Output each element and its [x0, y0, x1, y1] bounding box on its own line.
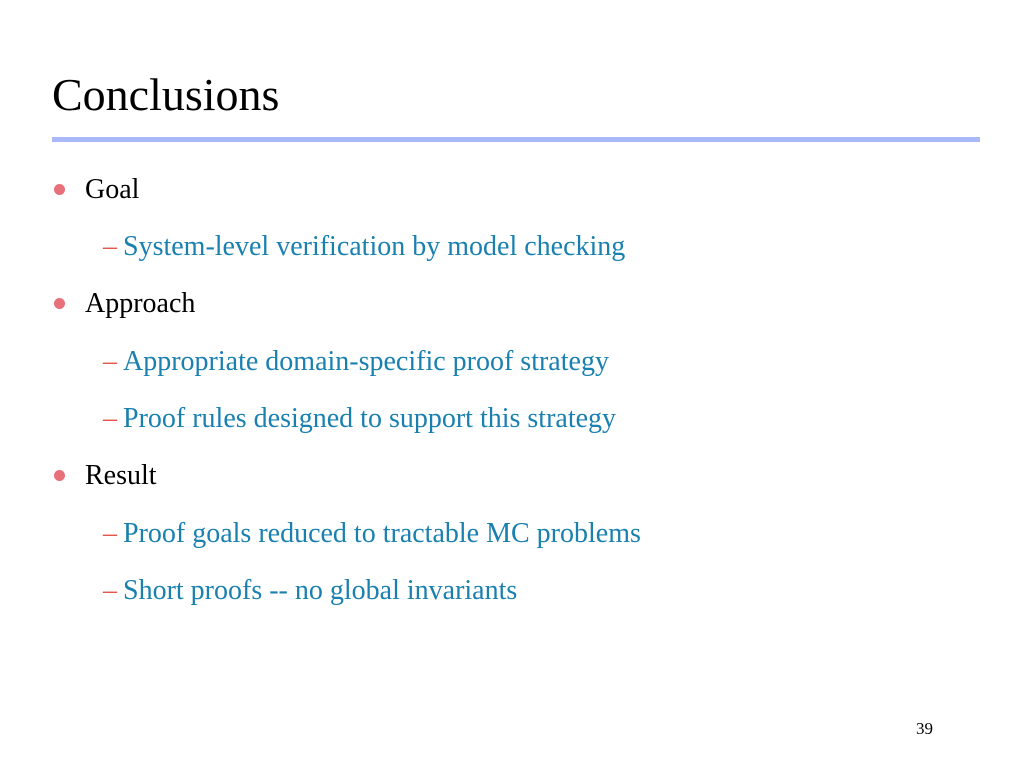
- dash-icon: –: [103, 575, 117, 606]
- bullet-dot-icon: [54, 184, 65, 195]
- dash-icon: –: [103, 403, 117, 434]
- sub-bullet-item: [103, 577, 517, 605]
- bullet-label: Result: [85, 460, 157, 491]
- bullet-label: Approach: [85, 288, 196, 319]
- dash-icon: –: [103, 346, 117, 377]
- slide-title: Conclusions: [52, 69, 280, 120]
- sub-bullet-item: [103, 233, 625, 261]
- dash-icon: –: [103, 231, 117, 262]
- bullet-item-approach: [54, 290, 195, 318]
- bullet-item-goal: [54, 176, 139, 204]
- bullet-label: Goal: [85, 174, 140, 205]
- sub-bullet-item: [103, 520, 641, 548]
- bullet-item-result: [54, 462, 157, 490]
- dash-icon: –: [103, 518, 117, 549]
- sub-bullet-label: Proof goals reduced to tractable MC problems: [123, 518, 641, 549]
- page-number: 39: [916, 719, 933, 738]
- sub-bullet-label: Proof rules designed to support this strategy: [123, 403, 617, 434]
- bullet-dot-icon: [54, 470, 65, 481]
- sub-bullet-label: Short proofs -- no global invariants: [123, 575, 518, 606]
- sub-bullet-label: System-level verification by model checking: [123, 231, 626, 262]
- bullet-dot-icon: [54, 298, 65, 309]
- sub-bullet-item: [103, 405, 616, 433]
- sub-bullet-label: Appropriate domain-specific proof strategy: [123, 346, 609, 377]
- sub-bullet-item: [103, 348, 609, 376]
